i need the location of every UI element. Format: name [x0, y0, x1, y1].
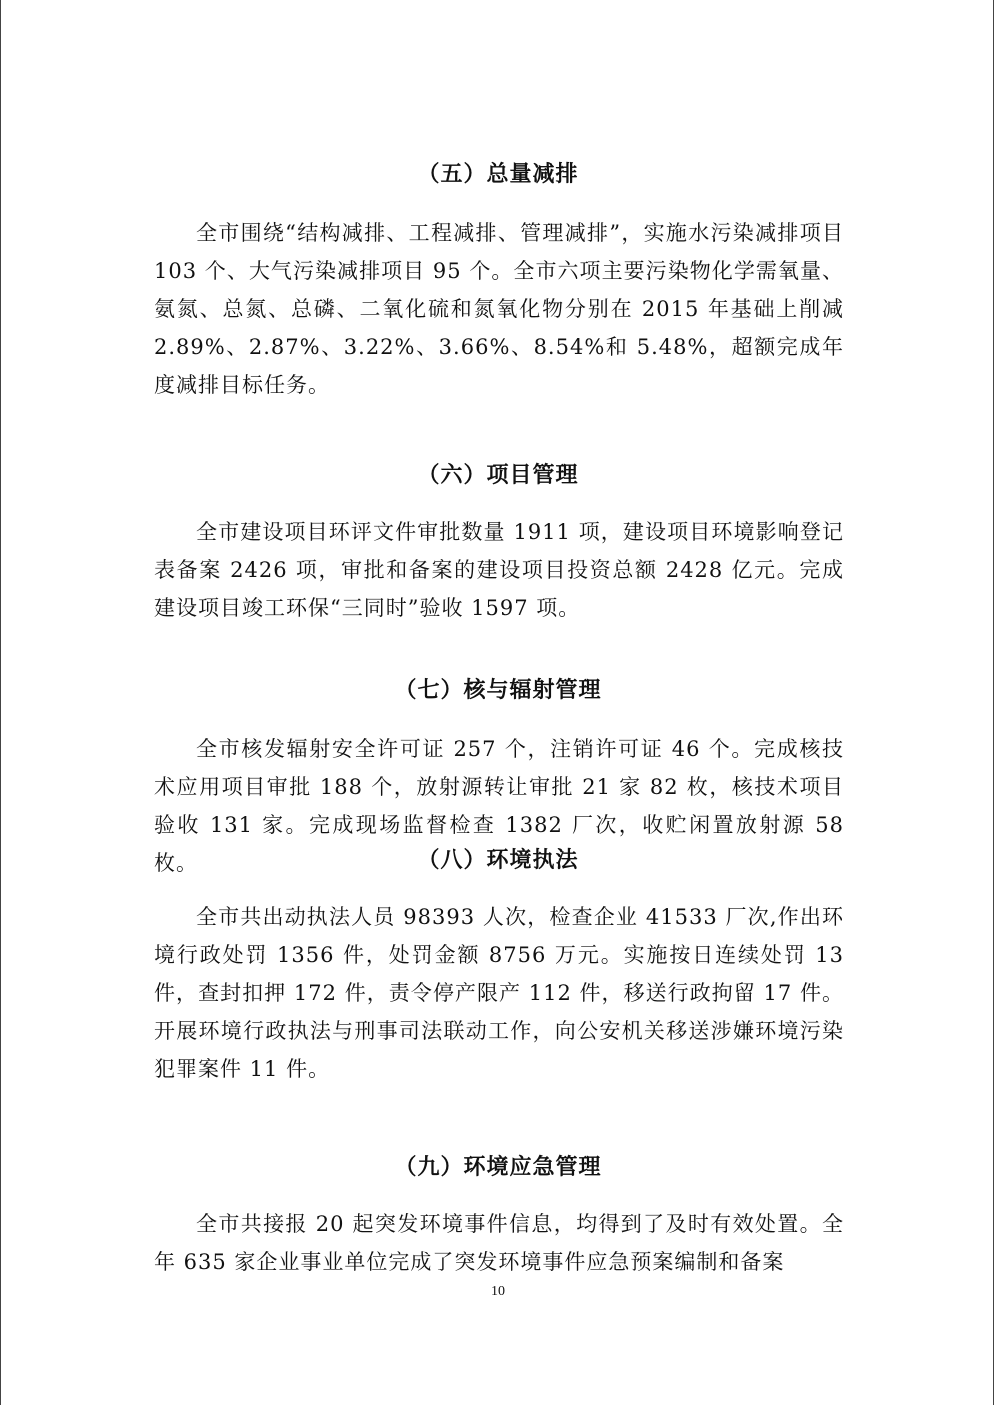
section-heading-5: （五）总量减排 — [417, 162, 579, 187]
section-heading-9: （九）环境应急管理 — [394, 1155, 602, 1180]
section-body-8: 全市共出动执法人员 98393 人次，检查企业 41533 厂次,作出环境行政处罚 1356 件，处罚金额 8756 万元。实施按日连续处罚 13 件，查封扣押 172 件，责令停产限产 112 件，移送行政拘留 17 件。开展环境行政执法与刑事司法联动工作，向公安机关移送涉嫌环境污染犯罪案件 11 件。 — [154, 905, 844, 1081]
section-body-9: 全市共接报 20 起突发环境事件信息，均得到了及时有效处置。全年 635 家企业事业单位完成了突发环境事件应急预案编制和备案 — [154, 1212, 844, 1274]
section-heading-7: （七）核与辐射管理 — [394, 678, 602, 703]
section-heading-8: （八）环境执法 — [417, 848, 579, 873]
page-number: 10 — [491, 1284, 505, 1299]
section-body-6: 全市建设项目环评文件审批数量 1911 项，建设项目环境影响登记表备案 2426 项，审批和备案的建设项目投资总额 2428 亿元。完成建设项目竣工环保“三同时”验收 1597 项。 — [154, 520, 844, 620]
section-body-5: 全市围绕“结构减排、工程减排、管理减排”，实施水污染减排项目 103 个、大气污染减排项目 95 个。全市六项主要污染物化学需氧量、氨氮、总氮、总磷、二氧化硫和氮氧化物分别在 2015 年基础上削减 2.89%、2.87%、3.22%、3.66%、8.54%和 5.48%，超额完成年度减排目标任务。 — [154, 221, 844, 397]
section-body-7: 全市核发辐射安全许可证 257 个，注销许可证 46 个。完成核技术应用项目审批 188 个，放射源转让审批 21 家 82 枚，核技术项目验收 131 家。完成现场监督检查 1382 厂次，收贮闲置放射源 58 枚。 — [154, 737, 844, 875]
section-heading-6: （六）项目管理 — [417, 463, 579, 488]
